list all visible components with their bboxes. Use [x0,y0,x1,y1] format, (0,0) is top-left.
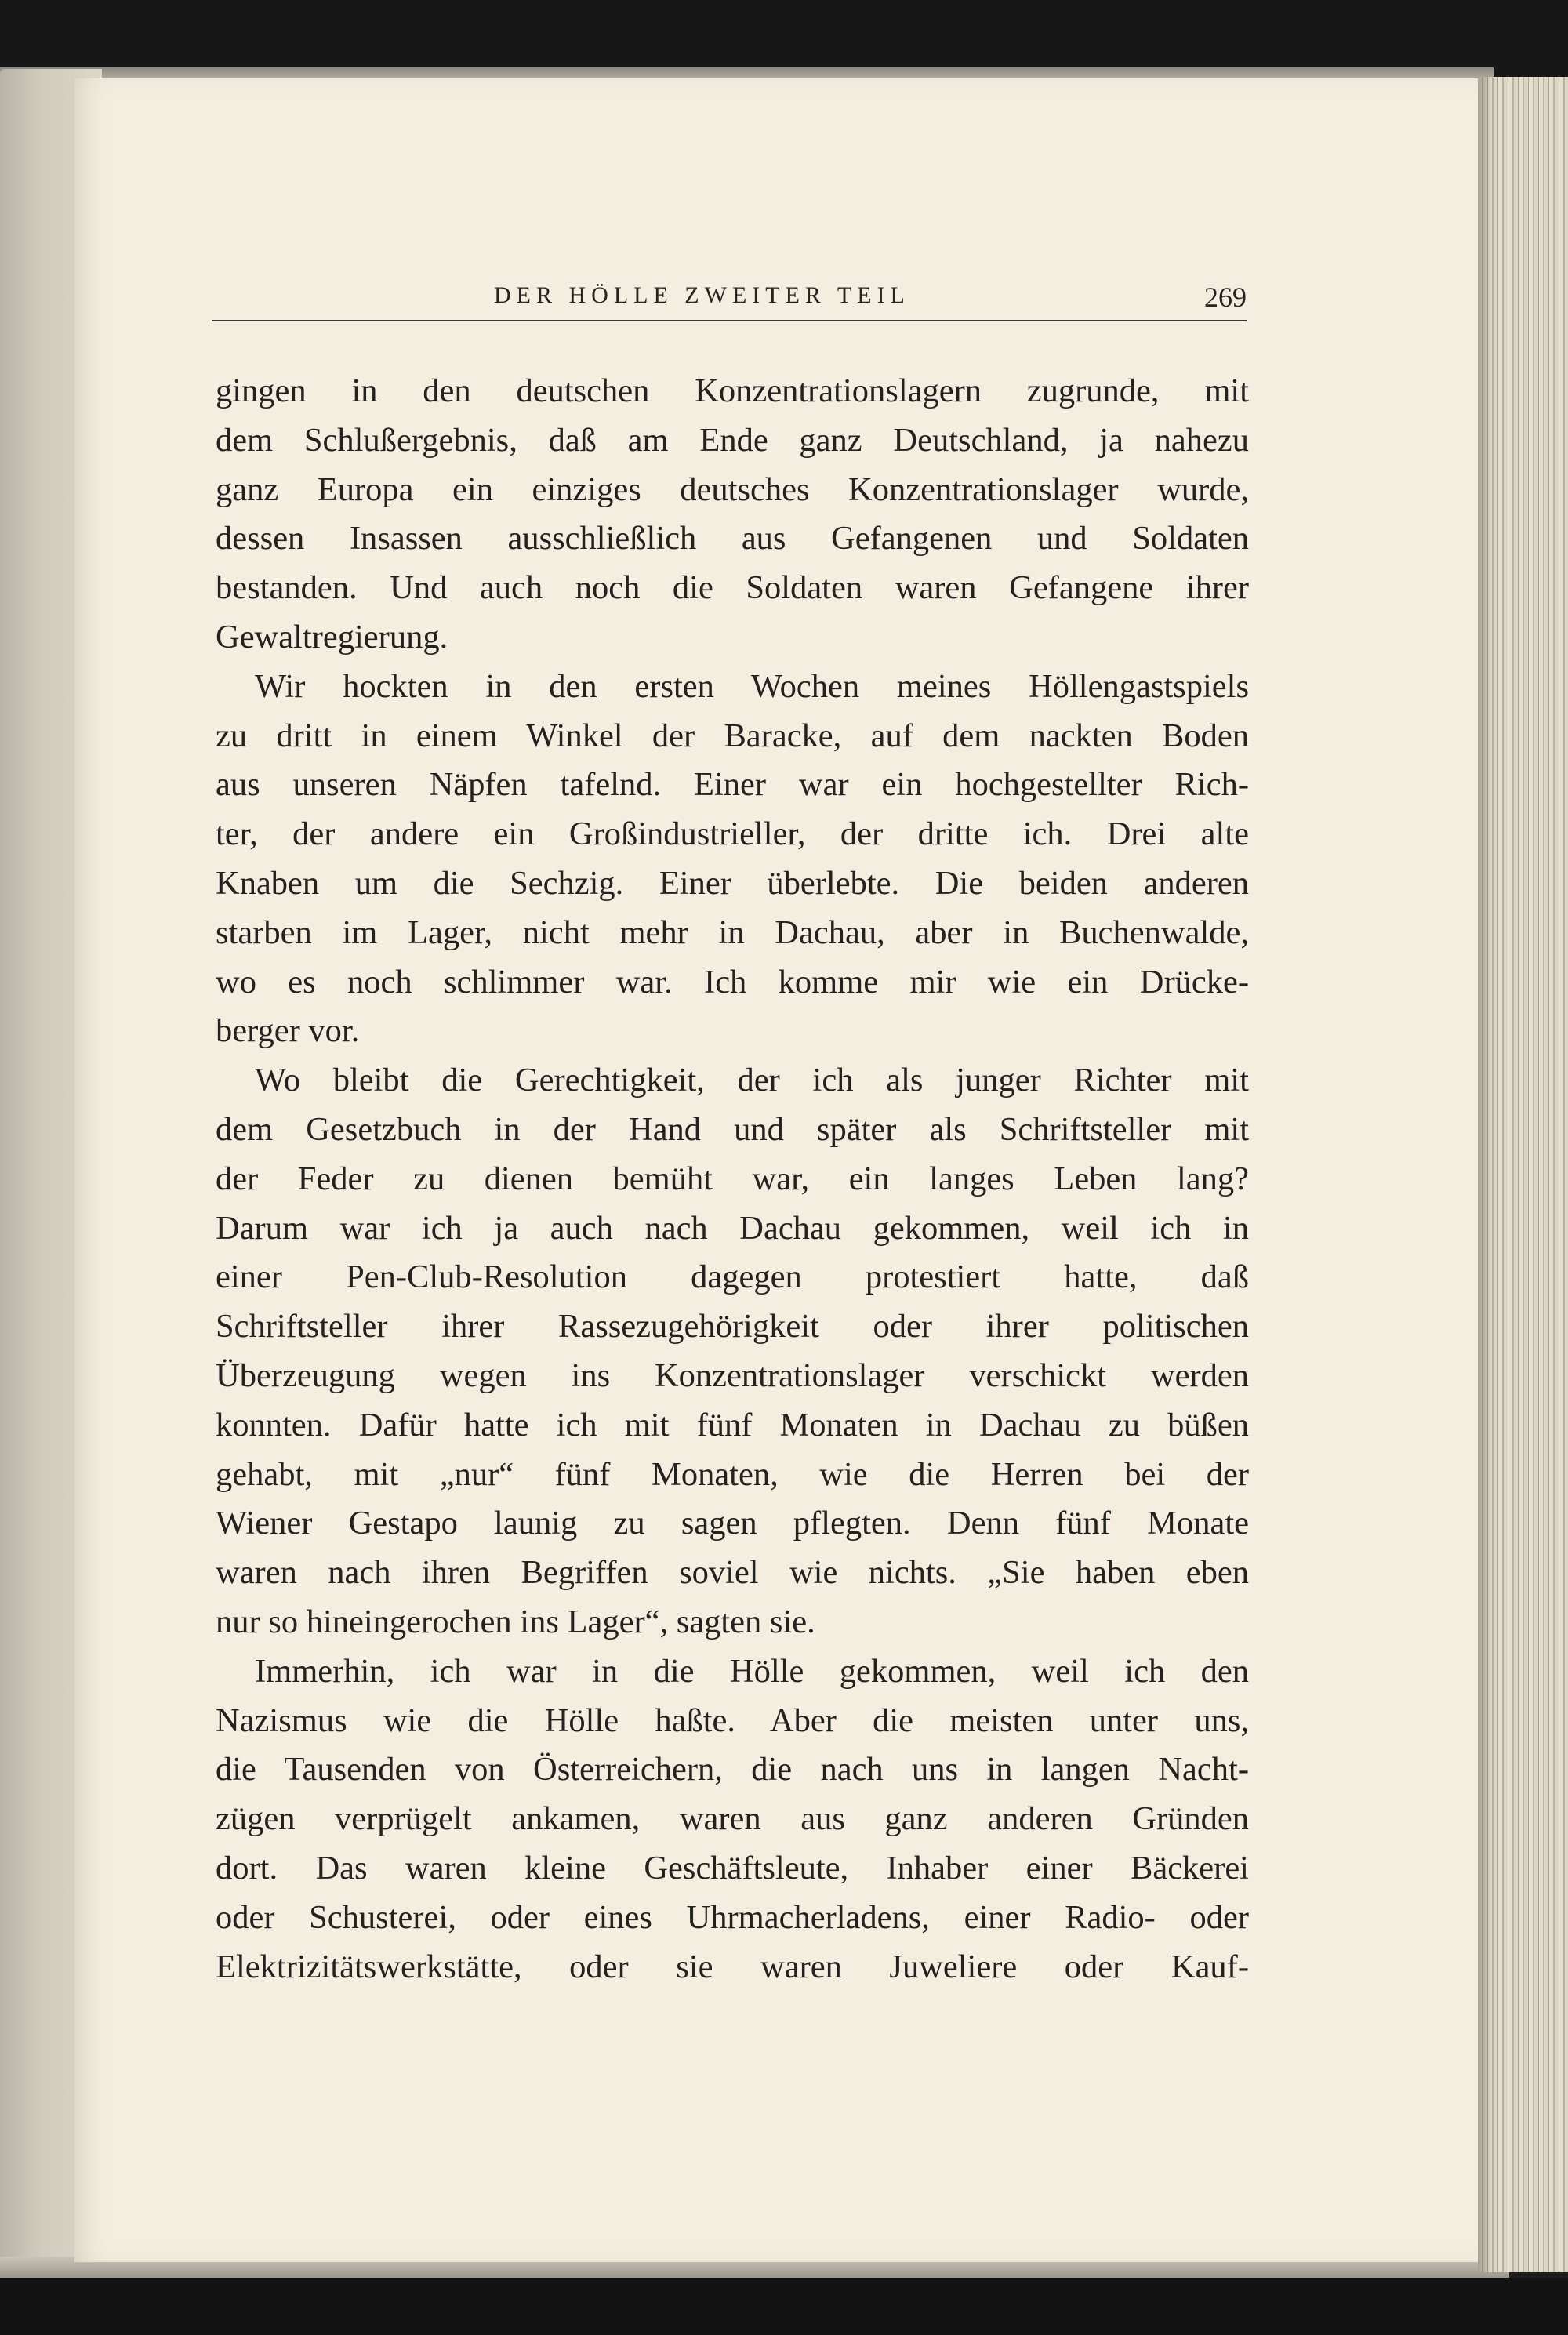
running-title: DER HÖLLE ZWEITER TEIL [494,282,910,308]
scan-background-bottom [0,2278,1568,2335]
text-line: starben im Lager, nicht mehr in Dachau, aber in Buchenwalde, [216,913,1249,951]
running-header [212,281,1247,320]
text-line: oder Schusterei, oder eines Uhrmacherladens, einer Radio- oder [216,1898,1249,1936]
text-line: Überzeugung wegen ins Konzentrationslager verschickt werden [216,1356,1249,1394]
text-line: gingen in den deutschen Konzentrationslagern zugrunde, mit [216,372,1249,409]
text-line: wo es noch schlimmer war. Ich komme mir wie ein Drücke- [216,963,1249,1000]
text-line: die Tausenden von Österreichern, die nach uns in langen Nacht- [216,1751,1249,1788]
text-line: Schriftsteller ihrer Rassezugehörigkeit oder ihrer politischen [216,1308,1249,1345]
text-line: aus unseren Näpfen tafelnd. Einer war ein hochgestellter Rich- [216,766,1249,804]
text-line: bestanden. Und auch noch die Soldaten waren Gefangene ihrer [216,569,1249,607]
text-line: einer Pen-Club-Resolution dagegen protestiert hatte, daß [216,1258,1249,1296]
text-line: der Feder zu dienen bemüht war, ein langes Leben lang? [216,1160,1249,1197]
header-rule [212,320,1247,321]
text-line: Darum war ich ja auch nach Dachau gekommen, weil ich in [216,1209,1249,1247]
text-line: ganz Europa ein einziges deutsches Konzentrationslager wurde, [216,470,1249,508]
text-line: dessen Insassen ausschließlich aus Gefangenen und Soldaten [216,520,1249,557]
text-line: Gewaltregierung. [216,618,448,655]
page-number: 269 [1204,281,1247,313]
text-line: dem Schlußergebnis, daß am Ende ganz Deutschland, ja nahezu [216,421,1249,459]
text-line: nur so hineingerochen ins Lager“, sagten sie. [216,1603,815,1640]
text-line: zu dritt in einem Winkel der Baracke, auf dem nackten Boden [216,717,1249,754]
text-line: dem Gesetzbuch in der Hand und später als Schriftsteller mit [216,1110,1249,1148]
text-line: gehabt, mit „nur“ fünf Monaten, wie die Herren bei der [216,1455,1249,1493]
text-line: Immerhin, ich war in die Hölle gekommen, weil ich den [255,1652,1249,1690]
text-line: Knaben um die Sechzig. Einer überlebte. Die beiden anderen [216,864,1249,902]
text-line: Wir hockten in den ersten Wochen meines Höllengastspiels [255,667,1249,705]
text-line: Wo bleibt die Gerechtigkeit, der ich als junger Richter mit [255,1062,1249,1099]
page-edge-shadow [1478,77,1494,2272]
scan-background-top [0,0,1568,78]
body-text [216,367,1249,1992]
text-line: Nazismus wie die Hölle haßte. Aber die meisten unter uns, [216,1701,1249,1739]
text-line: waren nach ihren Begriffen soviel wie nichts. „Sie haben eben [216,1554,1249,1592]
text-line: zügen verprügelt ankamen, waren aus ganz anderen Gründen [216,1800,1249,1838]
text-line: Elektrizitätswerkstätte, oder sie waren Juweliere oder Kauf- [216,1948,1249,1985]
text-line: konnten. Dafür hatte ich mit fünf Monaten in Dachau zu büßen [216,1406,1249,1443]
text-line: Wiener Gestapo launig zu sagen pflegten. Denn fünf Monate [216,1505,1249,1542]
text-line: dort. Das waren kleine Geschäftsleute, Inhaber einer Bäckerei [216,1849,1249,1887]
text-line: berger vor. [216,1012,360,1050]
text-line: ter, der andere ein Großindustrieller, der dritte ich. Drei alte [216,815,1249,853]
